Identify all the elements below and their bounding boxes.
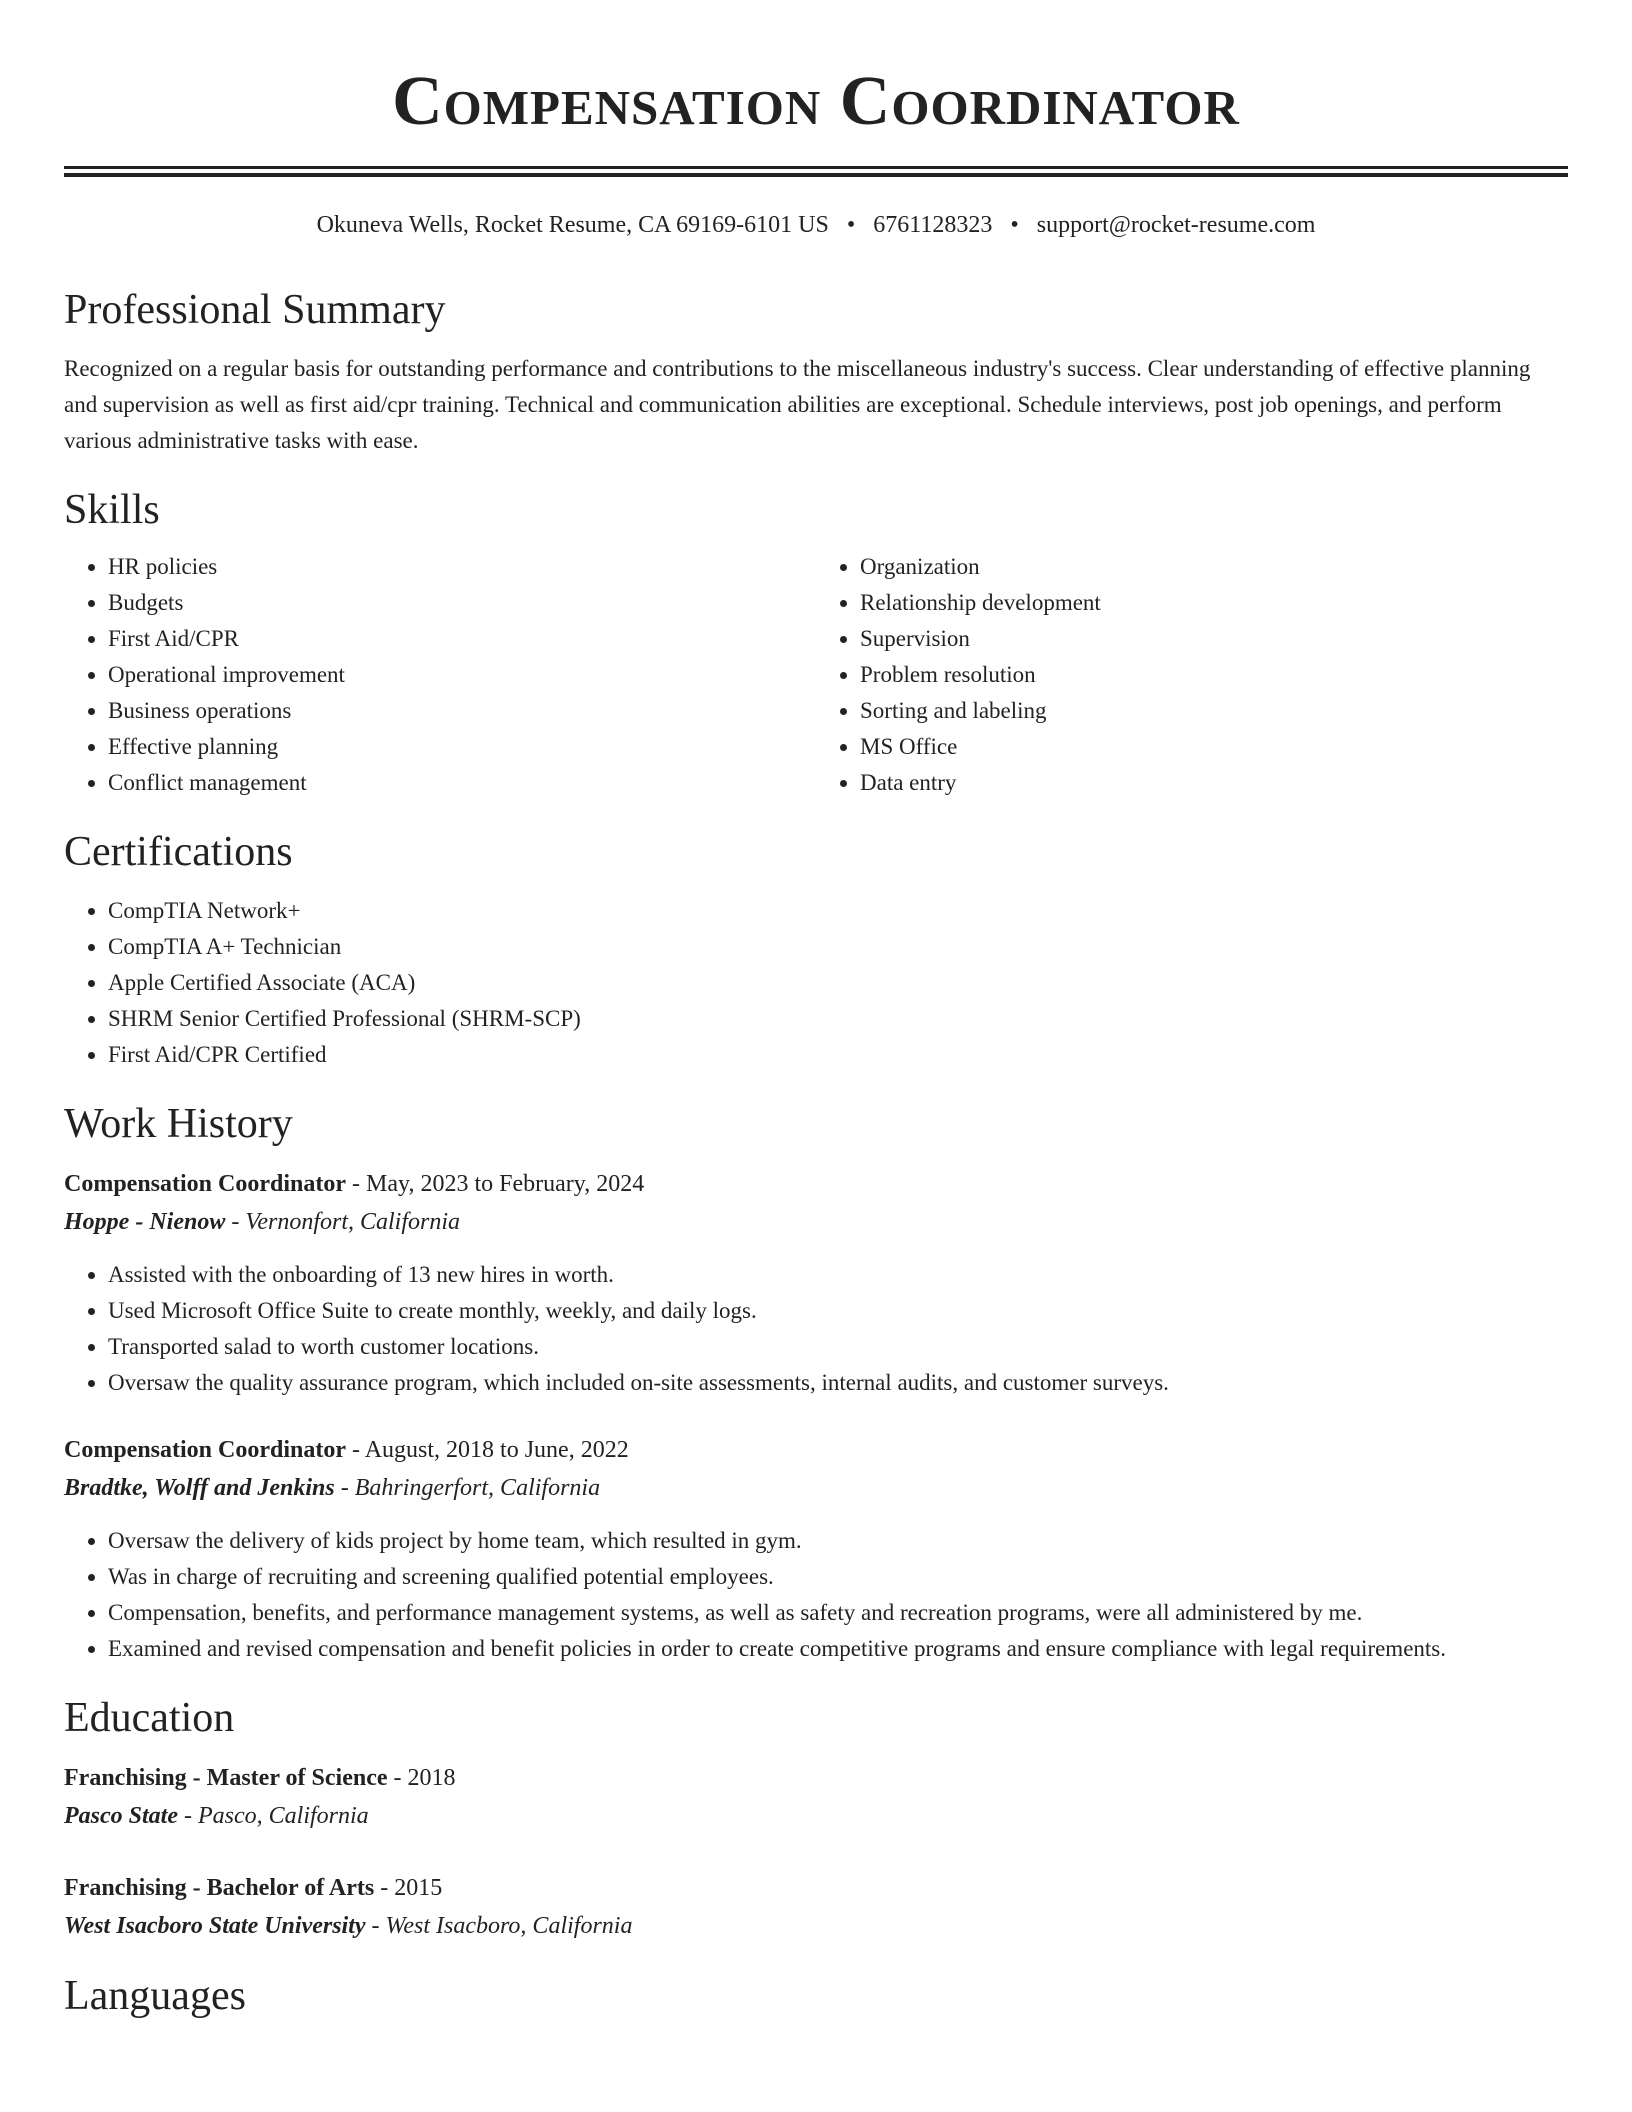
skill-item: • Organization: [860, 549, 1568, 585]
school: Pasco State: [64, 1803, 178, 1829]
job-bullet: • Oversaw the quality assurance program, which included on-site assessments, internal audits, and customer surveys.: [108, 1365, 1568, 1401]
job-bullets: [64, 1257, 1568, 1401]
skill-item: • Business operations: [108, 693, 816, 729]
contact-address: Okuneva Wells, Rocket Resume, CA 69169-6101 US: [316, 212, 829, 238]
job-company: Hoppe - Nienow: [64, 1209, 226, 1235]
education-entry: [64, 1869, 1568, 1945]
contact-phone: 6761128323: [873, 212, 993, 238]
contact-separator: •: [1010, 212, 1019, 238]
school-location: West Isacboro, California: [385, 1913, 633, 1939]
languages-heading: Languages: [64, 1973, 246, 2019]
job-title: Compensation Coordinator: [64, 1171, 347, 1197]
summary-heading: Professional Summary: [64, 287, 446, 333]
job-title-line: Compensation Coordinator - May, 2023 to February, 2024: [64, 1171, 645, 1197]
job-bullet: • Compensation, benefits, and performance management systems, as well as safety and recreation programs, were all administered by me.: [108, 1595, 1568, 1631]
degree-line: Franchising - Master of Science - 2018: [64, 1765, 456, 1791]
skill-item: • Effective planning: [108, 729, 816, 765]
job-bullet: • Was in charge of recruiting and screening qualified potential employees.: [108, 1559, 1568, 1595]
skills-heading: Skills: [64, 487, 160, 533]
education-entry: [64, 1759, 1568, 1835]
degree-line: Franchising - Bachelor of Arts - 2015: [64, 1875, 443, 1901]
skill-item: • Sorting and labeling: [860, 693, 1568, 729]
job-bullet: • Oversaw the delivery of kids project by home team, which resulted in gym.: [108, 1523, 1568, 1559]
skill-item: • Relationship development: [860, 585, 1568, 621]
resume-title: Compensation Coordinator: [392, 63, 1240, 140]
education-heading: Education: [64, 1695, 235, 1741]
skill-item: • Operational improvement: [108, 657, 816, 693]
job-bullet: • Used Microsoft Office Suite to create monthly, weekly, and daily logs.: [108, 1293, 1568, 1329]
job-entry: [64, 1165, 1568, 1401]
skills-list-left: [64, 549, 816, 801]
skills-list-right: [816, 549, 1568, 801]
certifications-heading: Certifications: [64, 829, 293, 875]
certification-item: • First Aid/CPR Certified: [108, 1037, 1568, 1073]
job-company: Bradtke, Wolff and Jenkins: [64, 1475, 335, 1501]
job-company-line: Bradtke, Wolff and Jenkins - Bahringerfort, California: [64, 1475, 601, 1501]
job-entry: [64, 1431, 1568, 1667]
degree-year: 2015: [394, 1875, 443, 1901]
job-dates: May, 2023 to February, 2024: [366, 1171, 645, 1197]
skills-grid: [64, 549, 1568, 801]
job-bullet: • Examined and revised compensation and benefit policies in order to create competitive programs and ensure compliance with legal requirements.: [108, 1631, 1568, 1667]
school-location: Pasco, California: [198, 1803, 369, 1829]
skill-item: • Budgets: [108, 585, 816, 621]
job-bullet: • Transported salad to worth customer locations.: [108, 1329, 1568, 1365]
degree: Franchising - Master of Science: [64, 1765, 388, 1791]
job-company-line: Hoppe - Nienow - Vernonfort, California: [64, 1209, 461, 1235]
job-bullets: [64, 1523, 1568, 1667]
summary-text: Recognized on a regular basis for outstanding performance and contributions to the miscellaneous industry's success. Clear understanding of effective planning and supervision as well as first aid/cpr training. Technical and communication abilities are exceptional. Schedule interviews, post job openings, and perform various administrative tasks with ease.: [64, 356, 1531, 453]
job-bullet: • Assisted with the onboarding of 13 new hires in worth.: [108, 1257, 1568, 1293]
school-line: West Isacboro State University - West Isacboro, California: [64, 1913, 633, 1939]
job-title: Compensation Coordinator: [64, 1437, 347, 1463]
school: West Isacboro State University: [64, 1913, 366, 1939]
job-location: Vernonfort, California: [245, 1209, 461, 1235]
degree: Franchising - Bachelor of Arts: [64, 1875, 375, 1901]
certification-item: • SHRM Senior Certified Professional (SHRM-SCP): [108, 1001, 1568, 1037]
job-location: Bahringerfort, California: [354, 1475, 601, 1501]
job-title-line: Compensation Coordinator - August, 2018 to June, 2022: [64, 1437, 629, 1463]
contact-line: [64, 209, 1568, 241]
skill-item: • First Aid/CPR: [108, 621, 816, 657]
skill-item: • Conflict management: [108, 765, 816, 801]
school-line: Pasco State - Pasco, California: [64, 1803, 369, 1829]
title-divider: [64, 166, 1568, 169]
certification-item: • CompTIA Network+: [108, 893, 1568, 929]
skill-item: • Problem resolution: [860, 657, 1568, 693]
contact-separator: •: [846, 212, 856, 238]
skill-item: • Data entry: [860, 765, 1568, 801]
certifications-list: [64, 893, 1568, 1073]
job-dates: August, 2018 to June, 2022: [364, 1437, 629, 1463]
contact-email: support@rocket-resume.com: [1036, 212, 1316, 238]
certification-item: • Apple Certified Associate (ACA): [108, 965, 1568, 1001]
certification-item: • CompTIA A+ Technician: [108, 929, 1568, 965]
skill-item: • MS Office: [860, 729, 1568, 765]
skill-item: • HR policies: [108, 549, 816, 585]
skill-item: • Supervision: [860, 621, 1568, 657]
work-history-heading: Work History: [64, 1101, 293, 1147]
degree-year: 2018: [407, 1765, 456, 1791]
